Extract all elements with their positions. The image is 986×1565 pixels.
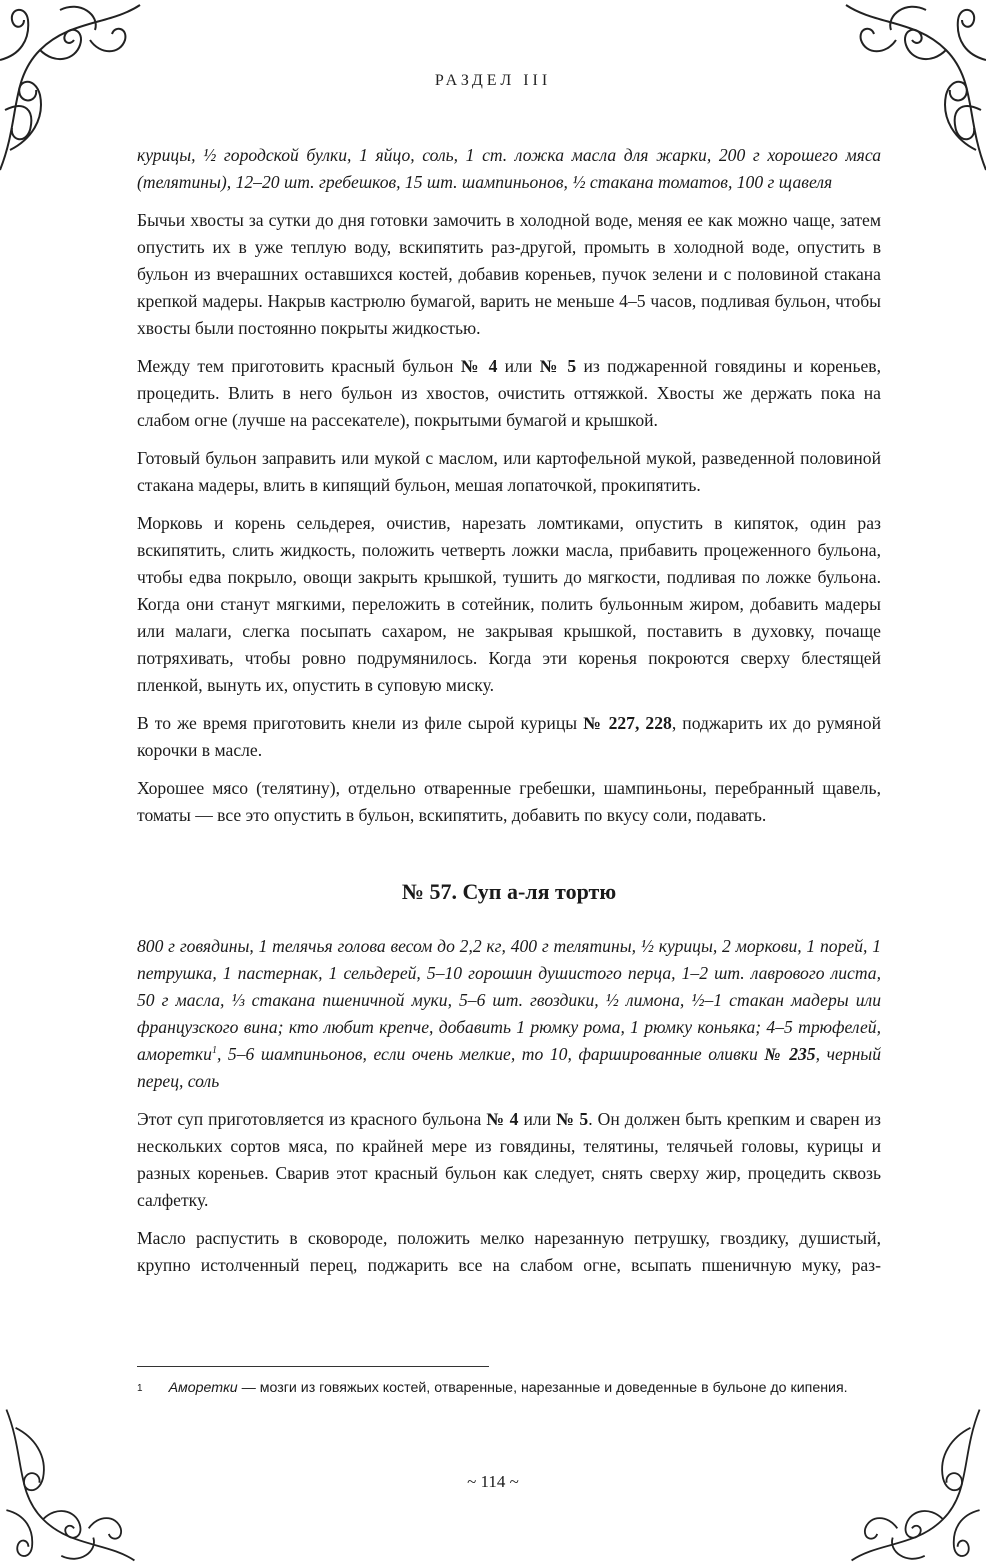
ingredients-57 xyxy=(137,933,881,1095)
paragraph-1: Бычьи хвосты за сутки до дня готовки замочить в холодной воде, меняя ее как можно чаще, затем опустить их в уже теплую воду, вскипятить раз-другой, промыть в холодной воде, опустить в бульон из вчерашних оставшихся костей, добавив кореньев, пучок зелени и с половиной стакана крепкой мадеры. Накрыв кастрюлю бумагой, варить не меньше 4–5 часов, подливая бульон, чтобы хвосты были постоянно покрыты жидкостью. xyxy=(137,210,881,338)
text-span: , 5–6 шампиньонов, если очень мелкие, то 10, фаршированные оливки xyxy=(216,1044,765,1064)
page-body xyxy=(137,142,881,1290)
paragraph-4: Морковь и корень сельдерея, очистив, нарезать ломтиками, опустить в кипяток, один раз вскипятить, слить жидкость, положить четверть ложки масла, прибавить процеженного бульона, чтобы едва покрыло, овощи закрыть крышкой, тушить до мягкости, подливая по ложке бульона. Когда они станут мягкими, переложить в сотейник, полить бульонным жиром, добавить мадеры или малаги, слегка посыпать сахаром, не закрывая крышкой, поставить в духовку, почаще потряхивать, чтобы ровно подрумянилось. Когда эти коренья покроются сверху блестящей пленкой, вынуть их, опустить в суповую миску. xyxy=(137,513,881,695)
paragraph-3: Готовый бульон заправить или мукой с маслом, или картофельной мукой, разведенной половиной стакана мадеры, влить в кипящий бульон, мешая лопаточкой, прокипятить. xyxy=(137,448,881,495)
footnote-text: — мозги из говяжьих костей, отваренные, нарезанные и доведенные в бульоне до кипения. xyxy=(237,1380,848,1396)
recipe-ref: № 4 xyxy=(486,1109,519,1129)
paragraph-5 xyxy=(137,710,881,764)
footnote-divider xyxy=(137,1366,489,1367)
recipe-ref: № 4 xyxy=(460,356,498,376)
page-number: ~ 114 ~ xyxy=(467,1472,519,1491)
recipe-title: № 57. Суп а-ля тортю xyxy=(401,879,617,904)
text-span: Этот суп приготовляется из красного бульона xyxy=(137,1109,487,1129)
text-span: , черный перец, соль xyxy=(137,1044,882,1091)
intro-ingredients: курицы, ½ городской булки, 1 яйцо, соль, 1 ст. ложка масла для жарки, 200 г хорошего мяса (телятины), 12–20 шт. гребешков, 15 шт. шампиньонов, ½ стакана томатов, 100 г щавеля xyxy=(137,145,881,192)
footnote xyxy=(137,1378,881,1399)
recipe-ref: № 5 xyxy=(539,356,577,376)
text-span: из поджаренной говядины и кореньев, процедить. Влить в него бульон из хвостов, очистить оттяжкой. Хвосты же держать пока на слабом огне (лучше на рассекателе), покрытыми бумагой и крышкой. xyxy=(137,356,882,430)
paragraph-2 xyxy=(137,353,881,434)
recipe-ref: № 235 xyxy=(764,1044,816,1064)
text-span: , поджарить их до румяной корочки в масле. xyxy=(137,713,881,760)
text-span: или xyxy=(497,356,540,376)
text-span: или xyxy=(518,1109,557,1129)
recipe-ref: № 227, 228 xyxy=(583,713,672,733)
paragraph-8: Масло распустить в сковороде, положить мелко нарезанную петрушку, гвоздику, душистый, крупно истолченный перец, поджарить все на слабом огне, всыпать пшеничную муку, раз- xyxy=(137,1228,881,1275)
paragraph-6: Хорошее мясо (телятину), отдельно отваренные гребешки, шампиньоны, перебранный щавель, томаты — все это опустить в бульон, вскипятить, добавить по вкусу соли, подавать. xyxy=(137,778,881,825)
running-head: РАЗДЕЛ III xyxy=(434,72,552,89)
footnote-term: Аморетки xyxy=(168,1380,238,1396)
recipe-ref: № 5 xyxy=(556,1109,589,1129)
text-span: 800 г говядины, 1 телячья голова весом до 2,2 кг, 400 г телятины, ½ курицы, 2 моркови, 1 порей, 1 петрушка, 1 пастернак, 1 сельдерей, 5–10 горошин душистого перца, 1–2 шт. лаврового листа, 50 г масла, ⅓ стакана пшеничной муки, 5–6 шт. гвоздики, ½ лимона, ½–1 стакан мадеры или французского вина; кто любит крепче, добавить 1 рюмку рома, 1 рюмку коньяка; 4–5 трюфелей, аморетки xyxy=(137,936,881,1064)
text-span: В то же время приготовить кнели из филе сырой курицы xyxy=(137,713,584,733)
footnote-number: 1 xyxy=(137,1383,143,1394)
text-span: Между тем приготовить красный бульон xyxy=(137,356,461,376)
footnote-marker: 1 xyxy=(211,1045,217,1057)
paragraph-7 xyxy=(137,1106,881,1214)
text-span: . Он должен быть крепким и сварен из нескольких сортов мяса, по крайней мере из говядины, телятины, телячьей головы, курицы и разных кореньев. Сварив этот красный бульон как следует, снять сверху жир, процедить сквозь салфетку. xyxy=(137,1109,881,1210)
